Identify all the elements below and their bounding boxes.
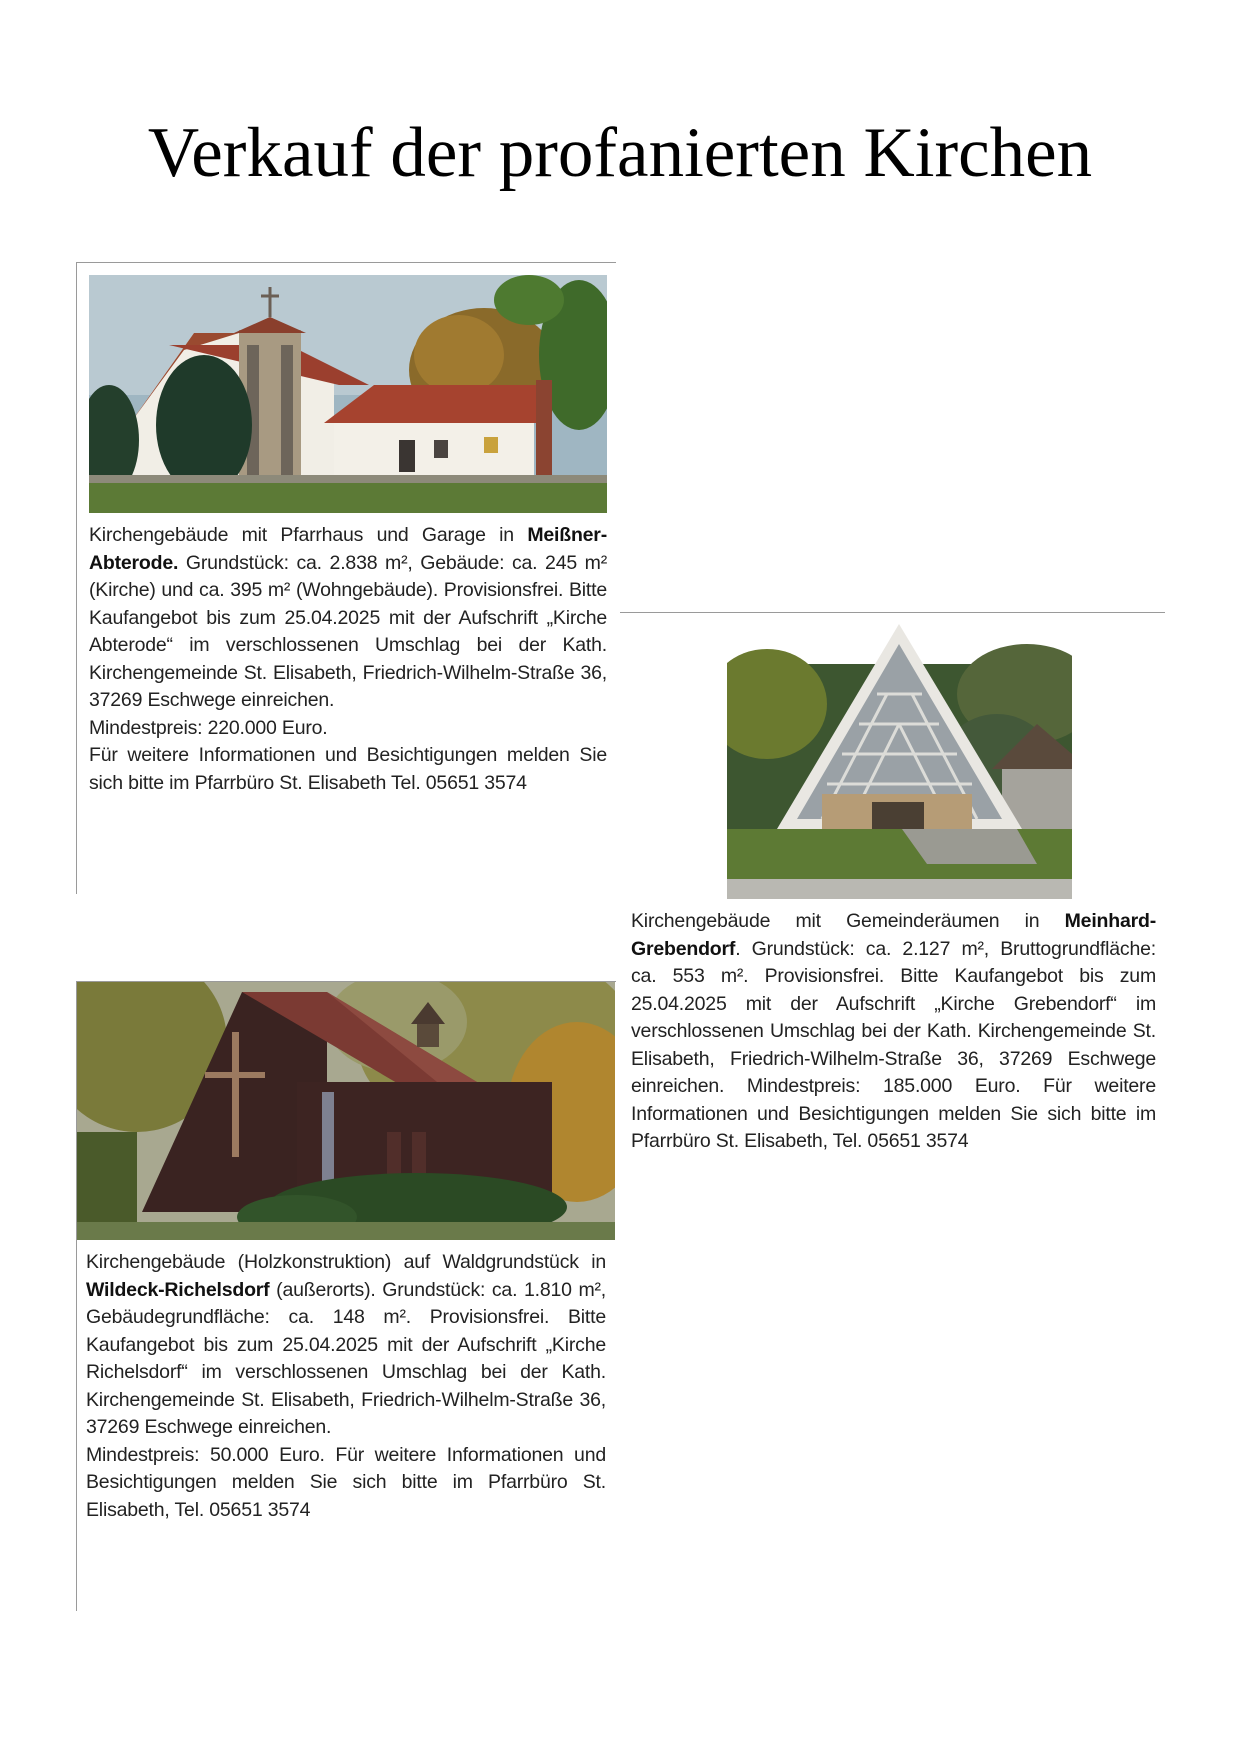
- notice-richelsdorf-text: Kirchengebäude (Holzkonstruktion) auf Waldgrundstück in Wildeck-Richelsdorf (außerorts). Grundstück: ca. 1.810 m², Gebäudegrundfläche: ca. 148 m². Provisionsfrei. Bitte Kaufangebot bis zum 25.04.2025 mit der Aufschrift „Kirche Richelsdorf“ im verschlossenen Umschlag bei der Kath. Kirchengemeinde St. Elisabeth, Friedrich-Wilhelm-Straße 36, 37269 Eschwege einreichen. Mindestpreis: 50.000 Euro. Für weitere Informationen und Besichtigungen melden Sie sich bitte im Pfarrbüro St. Elisabeth, Tel. 05651 3574: [86, 1249, 606, 1524]
- notice-richelsdorf-location: Wildeck-Richelsdorf: [86, 1278, 270, 1301]
- church-abterode-photo: [89, 275, 607, 513]
- notice-abterode-min-price: Mindestpreis: 220.000 Euro.: [89, 716, 328, 739]
- notice-frame-top: [76, 262, 616, 263]
- notice-grebendorf-text: Kirchengebäude mit Gemeinderäumen in Meinhard-Grebendorf. Grundstück: ca. 2.127 m², Bruttogrundfläche: ca. 553 m². Provisionsfrei. Bitte Kaufangebot bis zum 25.04.2025 mit der Aufschrift „Kirche Grebendorf“ im verschlossenen Umschlag bei der Kath. Kirchengemeinde St. Elisabeth, Friedrich-Wilhelm-Straße 36, 37269 Eschwege einreichen. Mindestpreis: 185.000 Euro. Für weitere Informationen und Besichtigungen melden Sie sich bitte im Pfarrbüro St. Elisabeth, Tel. 05651 3574: [631, 910, 1156, 1152]
- notice-abterode-text: Kirchengebäude mit Pfarrhaus und Garage in Meißner-Abterode. Grundstück: ca. 2.838 m², Gebäude: ca. 245 m² (Kirche) und ca. 395 m² (Wohngebäude). Provisionsfrei. Bitte Kaufangebot bis zum 25.04.2025 mit der Aufschrift „Kirche Abterode“ im verschlossenen Umschlag bei der Kath. Kirchengemeinde St. Elisabeth, Friedrich-Wilhelm-Straße 36, 37269 Eschwege einreichen. Mindestpreis: 220.000 Euro. Für weitere Informationen und Besichtigungen melden Sie sich bitte im Pfarrbüro St. Elisabeth Tel. 05651 3574: [89, 522, 607, 797]
- notice-grebendorf-location: Meinhard-Grebendorf: [631, 910, 1156, 960]
- page-title: Verkauf der profanierten Kirchen: [147, 114, 1093, 192]
- notice-richelsdorf-min-price: Mindestpreis: 50.000 Euro. Für weitere Informationen und Besichtigungen melden Sie sich bitte im Pfarrbüro St. Elisabeth, Tel. 05651 3574: [86, 1443, 606, 1521]
- notice-frame-top: [620, 612, 1165, 613]
- church-richelsdorf-photo: [77, 982, 615, 1240]
- church-grebendorf-photo: [727, 624, 1072, 899]
- notice-abterode-info: Für weitere Informationen und Besichtigungen melden Sie sich bitte im Pfarrbüro St. Elisabeth Tel. 05651 3574: [89, 744, 607, 794]
- notice-abterode-location: Meißner-Abterode.: [89, 524, 607, 574]
- notice-frame-left: [76, 262, 77, 894]
